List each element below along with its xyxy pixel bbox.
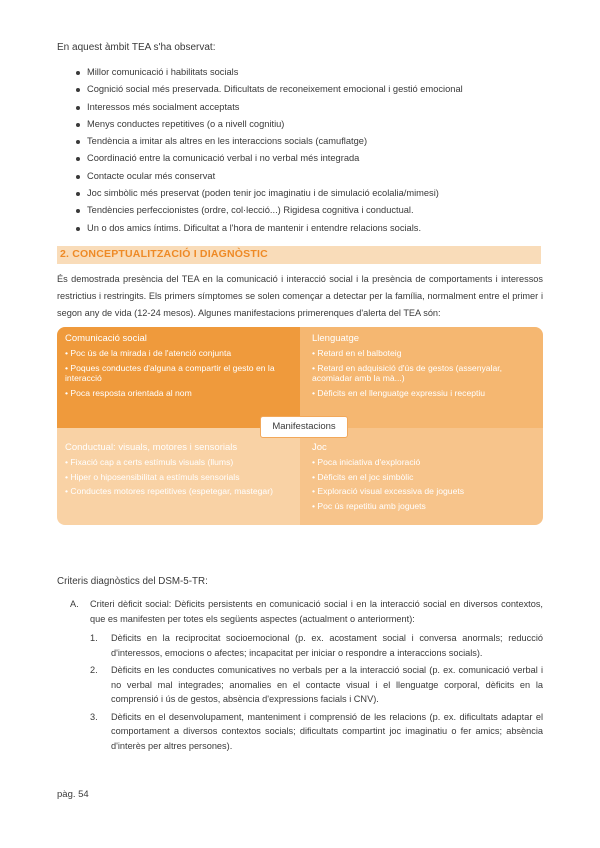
- criteria-heading: Criteris diagnòstics del DSM-5-TR:: [57, 576, 208, 587]
- list-item: Tendència a imitar als altres en les interaccions socials (camuflatge): [62, 133, 542, 150]
- section-heading: [57, 246, 541, 264]
- quadrant-title: Llenguatge: [312, 333, 360, 344]
- page-number: pàg. 54: [57, 789, 89, 800]
- list-item: • Poc ús de la mirada i de l'atenció conjunta: [65, 348, 232, 358]
- list-item: • Dèficits en el joc simbòlic: [312, 471, 414, 482]
- list-item: Coordinació entre la comunicació verbal i no verbal més integrada: [62, 150, 542, 167]
- list-item: Un o dos amics íntims. Dificultat a l'hora de mantenir i entendre relacions socials.: [62, 220, 542, 237]
- list-item: Tendències perfeccionistes (ordre, col·lecció...) Rigidesa cognitiva i conductual.: [62, 202, 542, 219]
- list-item: Interessos més socialment acceptats: [62, 99, 542, 116]
- list-item: Millor comunicació i habilitats socials: [62, 64, 542, 81]
- list-item: • Poca resposta orientada al nom: [65, 387, 192, 398]
- quadrant-social-communication: [57, 327, 300, 428]
- list-item: Contacte ocular més conservat: [62, 168, 542, 185]
- quadrant-play: [300, 428, 543, 525]
- quadrant-language: [300, 327, 543, 428]
- list-item: 1. Dèficits en la reciprocitat socioemocional (p. ex. acostament social i conversa anormals; reducció d'interessos, emocions o afectes; incapacitat per iniciar o respondre a interaccions socials).: [90, 633, 543, 658]
- intro-text: En aquest àmbit TEA s'ha observat:: [57, 42, 216, 53]
- list-item: • Poca iniciativa d'exploració: [312, 457, 421, 467]
- criterion-text: Criteri dèficit social: Dèficits persistents en comunicació social i en la interacció social en diversos contextos, que es manifesten per totes els següents aspectes (actualment o anteriorment):: [90, 599, 543, 624]
- list-item: • Retard en el balboteig: [312, 348, 402, 358]
- list-item: • Poques conductes d'alguna a compartir el gesto en la interacció: [65, 362, 275, 383]
- list-item: Cognició social més preservada. Dificultats de reconeixement emocional i gestió emocional: [62, 81, 542, 98]
- criterion-label: A.: [70, 599, 79, 609]
- quadrant-title: Conductual: visuals, motores i sensorials: [65, 442, 238, 453]
- list-item: • Hiper o hiposensibilitat a estímuls sensorials: [65, 471, 240, 482]
- section-title: 2. CONCEPTUALITZACIÓ I DIAGNÒSTIC: [60, 248, 268, 260]
- list-item: • Poc ús repetitiu amb joguets: [312, 500, 426, 511]
- manifestations-diagram: [57, 327, 543, 525]
- criterion-subitems: [90, 631, 543, 756]
- quadrant-title: Comunicació social: [65, 333, 147, 344]
- criterion-a: [70, 597, 543, 627]
- list-item: Menys conductes repetitives (o a nivell cognitiu): [62, 116, 542, 133]
- diagram-center-label: Manifestacions: [260, 416, 348, 438]
- list-item: • Fixació cap a certs estímuls visuals (llums): [65, 457, 234, 467]
- list-item: Joc simbòlic més preservat (poden tenir joc imaginatiu i de simulació ecolalia/mimesi): [62, 185, 542, 202]
- intro-paragraph: És demostrada presència del TEA en la comunicació i interacció social i la presència de comportaments i interessos restrictius i restringits. Els primers símptomes se solen començar a detectar per la família, normalment entre el primer i segon any de vida (12-24 mesos). Algunes manifestacions primerenques d'alerta del TEA són:: [57, 274, 543, 318]
- observation-list: [62, 64, 542, 237]
- quadrant-behavioral: [57, 428, 300, 525]
- list-item: 3. Dèficits en el desenvolupament, manteniment i comprensió de les relacions (p. ex. dificultats adaptar el comportament a diversos contextos socials; dificultats compartint joc imaginatiu o fer amics; absència d'interès per altres persones).: [90, 711, 543, 751]
- list-item: • Retard en adquisició d'ús de gestos (assenyalar, acomiadar amb la mà...): [312, 362, 503, 383]
- list-item: • Exploració visual excessiva de joguets: [312, 486, 465, 496]
- list-item: • Dèficits en el llenguatge expressiu i receptiu: [312, 387, 486, 398]
- list-item: 2. Dèficits en les conductes comunicatives no verbals per a la interacció social (p. ex. comunicació verbal i no verbal mal integrades; anomalies en el contacte visual i el llenguatge corporal, dèficits en la comprensió i ús de gestos, absència d'expressions facials i CNV).: [90, 665, 543, 704]
- list-item: • Conductes motores repetitives (espetegar, mastegar): [65, 486, 273, 496]
- quadrant-title: Joc: [312, 442, 327, 453]
